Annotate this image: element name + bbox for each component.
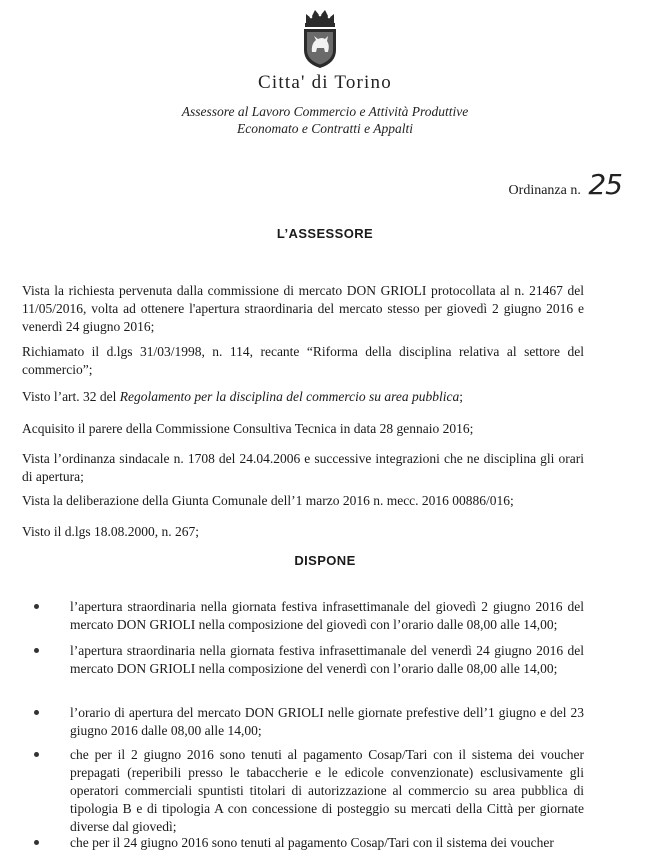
bullet-icon (34, 840, 39, 845)
disposition-item (70, 642, 584, 678)
disposition-item (70, 704, 584, 740)
preamble-paragraph: Vista l’ordinanza sindacale n. 1708 del 24.04.2006 e successive integrazioni che ne disciplina gli orari di apertura; (22, 451, 584, 484)
department-line-1: Assessore al Lavoro Commercio e Attività Produttive (181, 104, 469, 119)
preamble-paragraph: Visto il d.lgs 18.08.2000, n. 267; (22, 524, 199, 539)
bullet-icon (34, 710, 39, 715)
disposition-text: l’orario di apertura del mercato DON GRIOLI nelle giornate prefestive dell’1 giugno e del 23 giugno 2016 dalle 08,00 alle 14,00; (70, 705, 584, 738)
ordinance-label: Ordinanza n. (508, 183, 581, 198)
disposition-text: che per il 24 giugno 2016 sono tenuti al pagamento Cosap/Tari con il sistema dei voucher (70, 835, 554, 850)
bullet-icon (34, 648, 39, 653)
heading-assessore: L’ASSESSORE (276, 226, 374, 241)
preamble-paragraph: Vista la richiesta pervenuta dalla commissione di mercato DON GRIOLI protocollata al n. 21467 del 11/05/2016, volta ad ottenere l'apertura straordinaria del mercato stesso per giovedì 2 giugno 2016 e venerdì 24 giugno 2016; (22, 283, 584, 334)
preamble-paragraph: Acquisito il parere della Commissione Consultiva Tecnica in data 28 gennaio 2016; (22, 421, 474, 436)
department-line-2: Economato e Contratti e Appalti (237, 121, 413, 136)
preamble-paragraph: Richiamato il d.lgs 31/03/1998, n. 114, recante “Riforma della disciplina relativa al settore del commercio”; (22, 344, 584, 377)
disposition-item (70, 746, 584, 836)
bullet-icon (34, 752, 39, 757)
disposition-text: l’apertura straordinaria nella giornata festiva infrasettimanale del venerdì 24 giugno 2016 del mercato DON GRIOLI nella composizione del venerdì con l’orario dalle 08,00 alle 14,00; (70, 643, 584, 676)
disposition-item (70, 598, 584, 634)
preamble-paragraph: Vista la deliberazione della Giunta Comunale dell’1 marzo 2016 n. mecc. 2016 00886/016; (22, 493, 514, 508)
heading-dispone: DISPONE (294, 553, 356, 568)
ordinance-handwritten-number: 25 (588, 168, 622, 201)
coat-of-arms-icon (298, 6, 342, 70)
preamble-paragraph: Visto l’art. 32 del Regolamento per la disciplina del commercio su area pubblica; (22, 389, 464, 404)
disposition-text: che per il 2 giugno 2016 sono tenuti al pagamento Cosap/Tari con il sistema dei voucher prepagati (reperibili presso le tabaccherie e le edicole convenzionate) esclusivamente gli operatori commerciali spuntisti titolari di autorizzazione al commercio su area pubblica di tipologia B e di tipologia A con concessione di posteggio su mercati della Città per giornate diverse dal giovedì; (70, 747, 584, 834)
ordinance-number-field (509, 168, 622, 201)
disposition-item (70, 834, 584, 852)
bullet-icon (34, 604, 39, 609)
regulation-title: Regolamento per la disciplina del commercio su area pubblica (119, 389, 460, 404)
disposition-text: l’apertura straordinaria nella giornata festiva infrasettimanale del giovedì 2 giugno 2016 del mercato DON GRIOLI nella composizione del giovedì con l’orario dalle 08,00 alle 14,00; (70, 599, 584, 632)
city-name: Citta' di Torino (258, 72, 392, 93)
